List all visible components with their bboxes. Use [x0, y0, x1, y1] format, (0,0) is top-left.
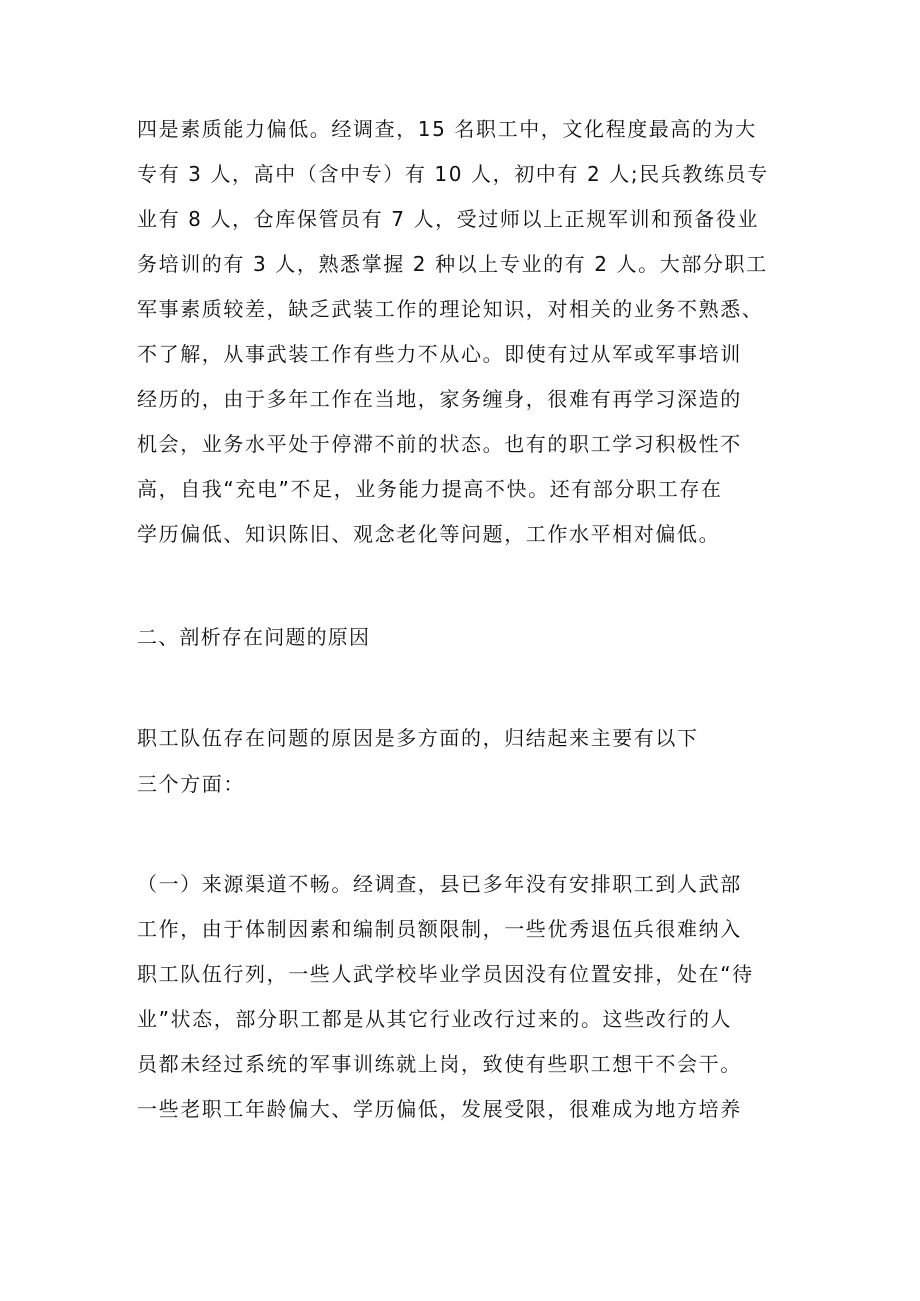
paragraph-1-line-5: 军事素质较差，缺乏武装工作的理论知识，对相关的业务不熟悉、 — [137, 297, 764, 321]
paragraph-3-line-2: 工作，由于体制因素和编制员额限制，一些优秀退伍兵很难纳入 — [137, 917, 742, 941]
paragraph-1-line-8: 机会，业务水平处于停滞不前的状态。也有的职工学习积极性不 — [137, 432, 742, 456]
paragraph-3-line-4: 业”状态，部分职工都是从其它行业改行过来的。这些改行的人 — [137, 1007, 733, 1031]
paragraph-3-line-5: 员都未经过系统的军事训练就上岗，致使有些职工想干不会干。 — [137, 1052, 742, 1076]
paragraph-2-line-1: 职工队伍存在问题的原因是多方面的，归结起来主要有以下 — [137, 726, 699, 750]
paragraph-1-line-9: 高，自我“充电”不足，业务能力提高不快。还有部分职工存在 — [137, 477, 723, 501]
paragraph-1-line-10: 学历偏低、知识陈旧、观念老化等问题，工作水平相对偏低。 — [137, 522, 721, 546]
paragraph-3-line-6: 一些老职工年龄偏大、学历偏低，发展受限，很难成为地方培养 — [137, 1097, 742, 1121]
paragraph-1-line-2: 专有 3 人，高中（含中专）有 10 人，初中有 2 人;民兵教练员专 — [137, 162, 769, 186]
paragraph-1-line-1: 四是素质能力偏低。经调查，15 名职工中，文化程度最高的为大 — [137, 117, 757, 141]
section-heading: 二、剖析存在问题的原因 — [137, 625, 371, 649]
paragraph-3-line-3: 职工队伍行列，一些人武学校毕业学员因没有位置安排，处在“待 — [137, 962, 754, 986]
paragraph-3-line-1: （一）来源渠道不畅。经调查，县已多年没有安排职工到人武部 — [137, 872, 742, 896]
paragraph-1-line-7: 经历的，由于多年工作在当地，家务缠身，很难有再学习深造的 — [137, 387, 742, 411]
paragraph-2-line-2: 三个方面： — [137, 772, 245, 796]
paragraph-1-line-4: 务培训的有 3 人，熟悉掌握 2 种以上专业的有 2 人。大部分职工 — [137, 252, 768, 276]
paragraph-1-line-3: 业有 8 人，仓库保管员有 7 人，受过师以上正规军训和预备役业 — [137, 207, 760, 231]
paragraph-1-line-6: 不了解，从事武装工作有些力不从心。即使有过从军或军事培训 — [137, 342, 742, 366]
